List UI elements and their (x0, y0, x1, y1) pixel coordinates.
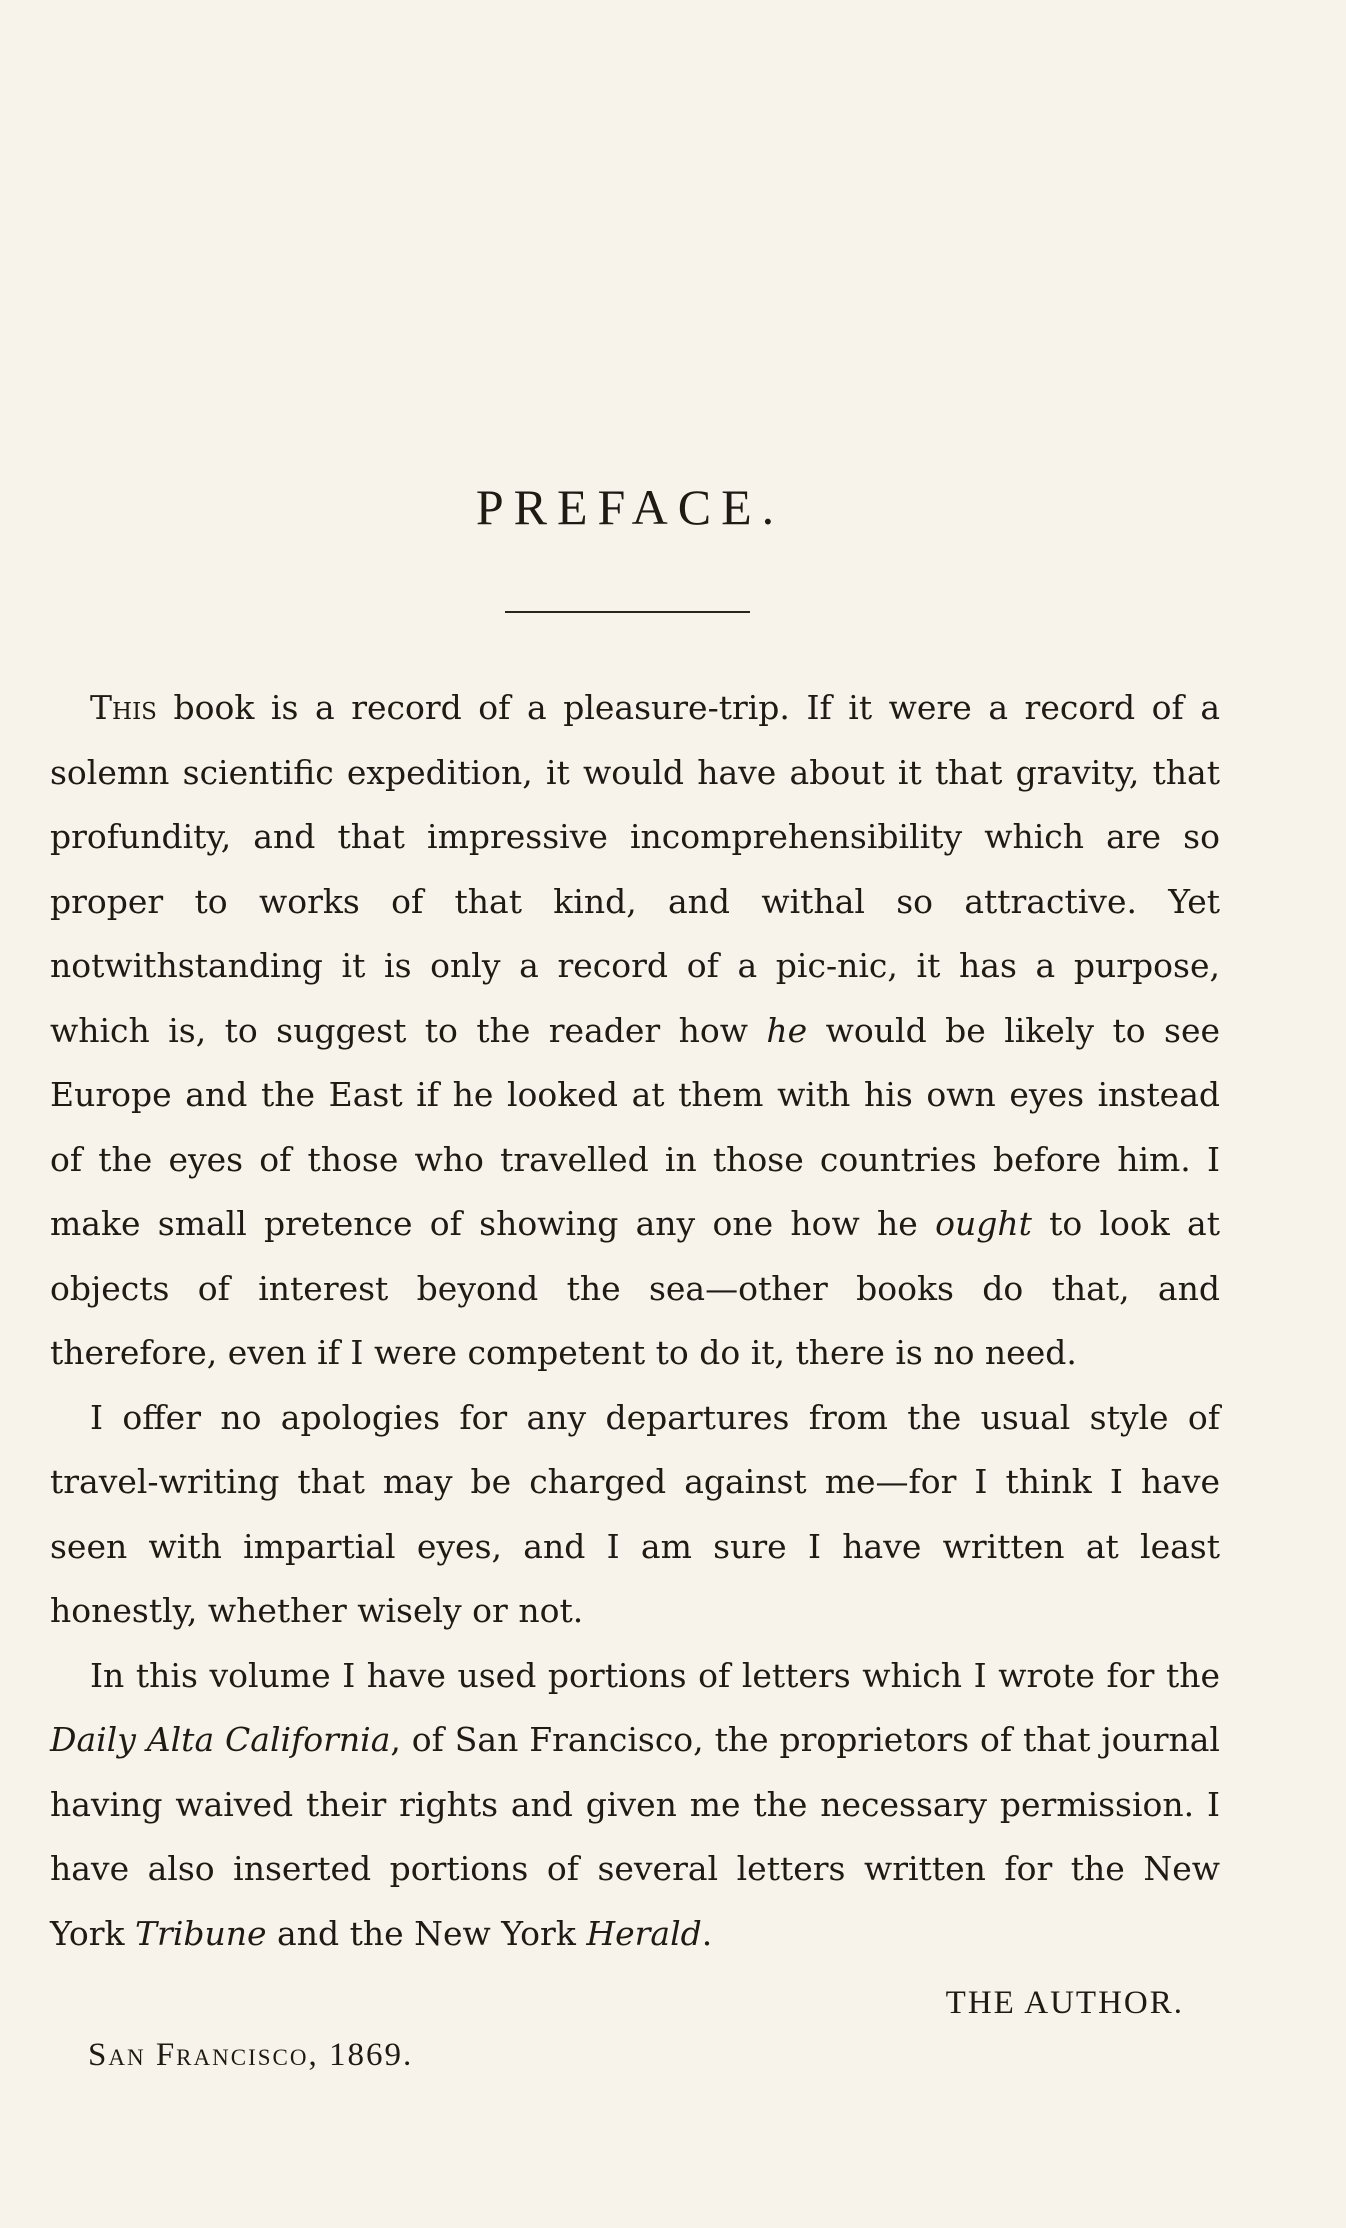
text-segment: book is a record of a pleasure-trip. If it were a record of a solemn scientific expedition, it would have about it that gravity, that profundity, and that impressive incomprehensibility which are so proper to works of that kind, and withal so attractive. Yet notwithstanding it is only a record of a pic-nic, it has a purpose, which is, to suggest to the reader how (50, 688, 1220, 1050)
italic-segment: Tribune (135, 1913, 267, 1953)
paragraph-1 (50, 676, 1220, 1386)
author-signature: THE AUTHOR. (945, 1985, 1184, 2021)
preface-body (50, 676, 1220, 1966)
text-segment: and the New York (266, 1913, 587, 1953)
text-segment: , of San Francisco, the proprietors of that journal having waived their rights and given me the necessary permission. I have also inserted portions of several letters written for the New York (50, 1720, 1220, 1953)
text-segment: would be likely to see Europe and the East if he looked at them with his own eyes instead of the eyes of those who travelled in those countries before him. I make small pretence of showing any one how he (50, 1010, 1220, 1243)
text-segment: . (701, 1913, 713, 1953)
italic-segment: Daily Alta California (50, 1720, 391, 1759)
text-segment: I offer no apologies for any departures from the usual style of travel-writing that may be charged against me—for I think I have seen with impartial eyes, and I am sure I have written at least honestly, whether wisely or not. (50, 1397, 1220, 1630)
italic-segment: ought (935, 1204, 1032, 1243)
text-segment: In this volume I have used portions of letters which I wrote for the (90, 1655, 1220, 1695)
text-segment: to look at objects of interest beyond the sea—other books do that, and therefore, even if I were competent to do it, there is no need. (50, 1204, 1220, 1372)
italic-segment: he (766, 1010, 808, 1050)
lead-word: This (90, 688, 157, 727)
paragraph-3 (50, 1644, 1220, 1967)
paragraph-2 (50, 1386, 1220, 1644)
place-date: San Francisco, 1869. (88, 2037, 414, 2073)
italic-segment: Herald (586, 1913, 702, 1953)
title-rule (505, 611, 750, 613)
page-title: PREFACE. (475, 479, 785, 535)
